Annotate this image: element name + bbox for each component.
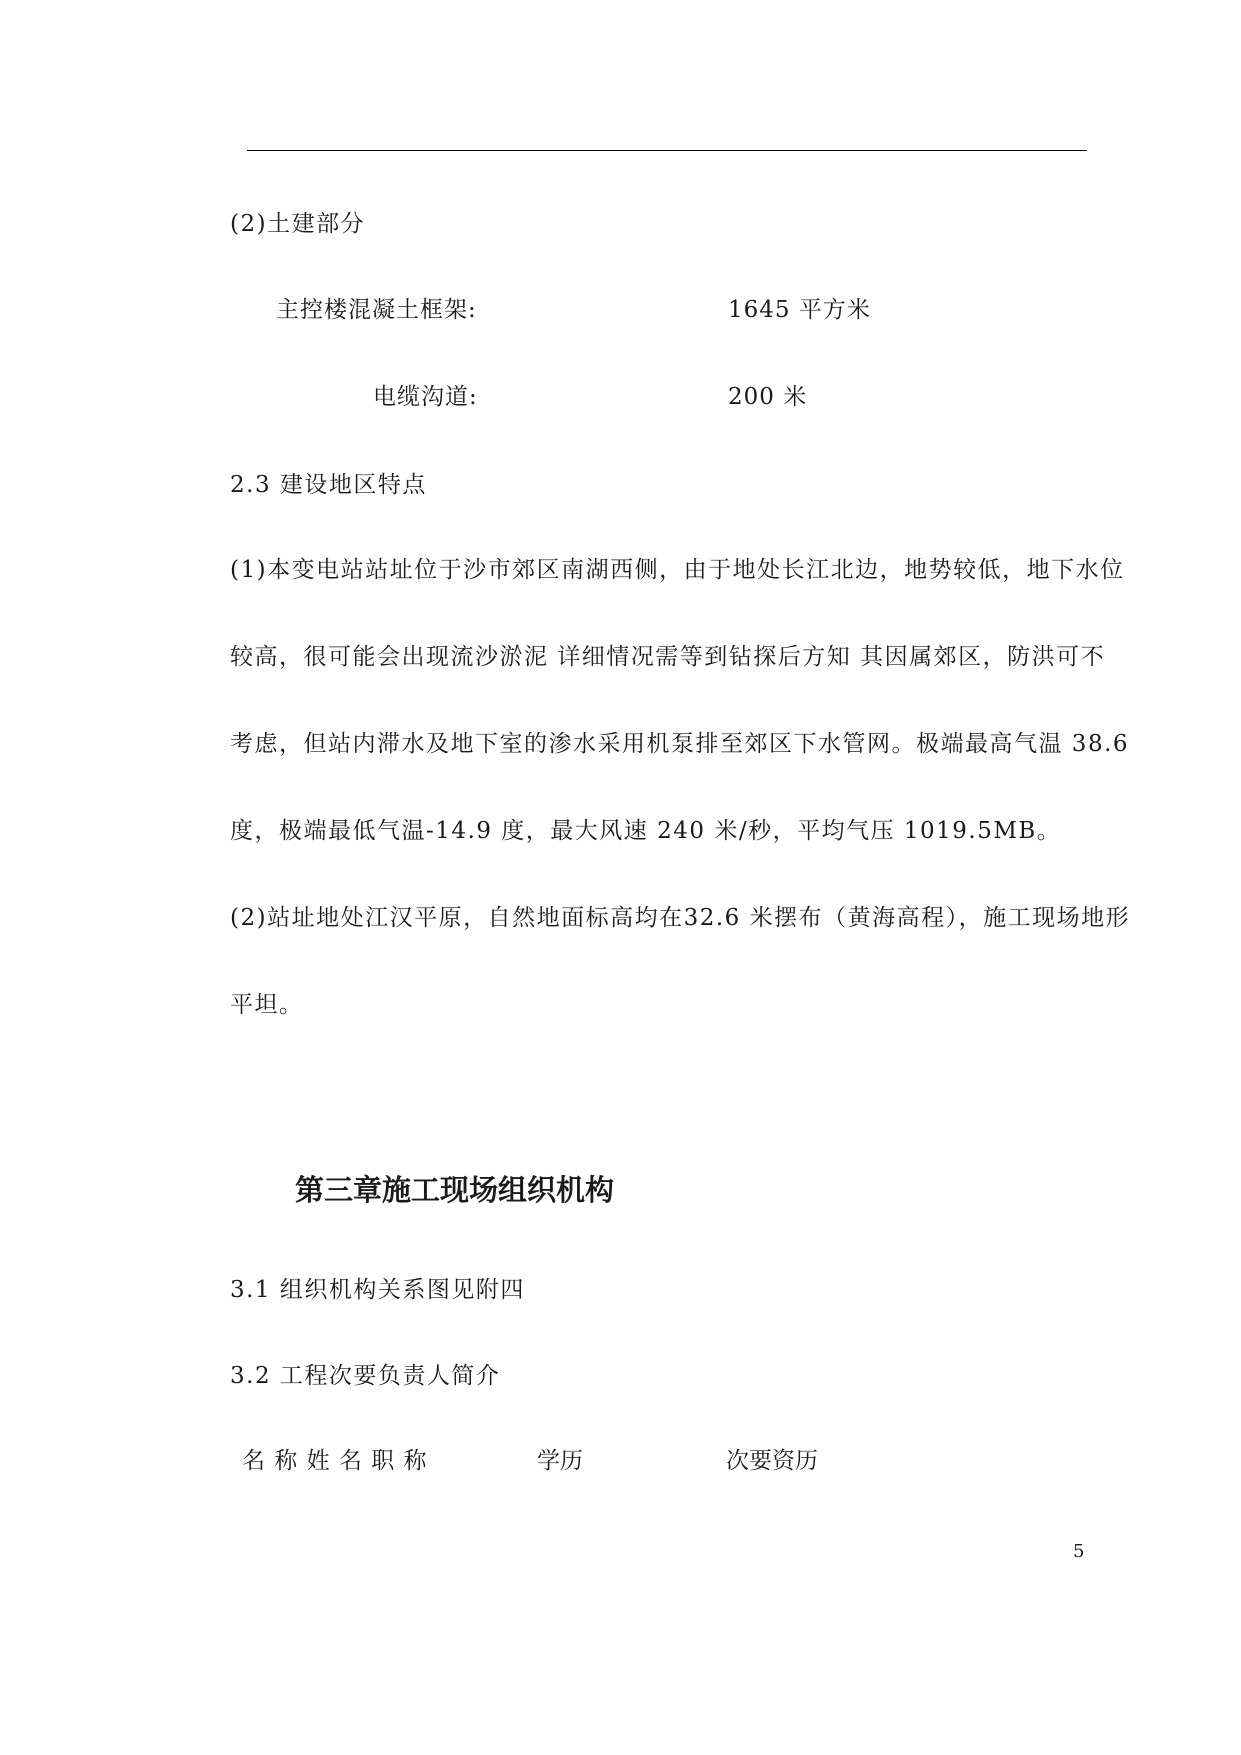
item-label-concrete-frame: 主控楼混凝土框架:: [276, 297, 477, 323]
item-value-cable-trench: 200 米: [728, 384, 808, 410]
table-header-qualifications: 次要资历: [726, 1448, 818, 1474]
table-header-name-title: 名 称 姓 名 职 称: [242, 1448, 428, 1474]
table-header-education: 学历: [537, 1448, 583, 1474]
paragraph-line: 考虑，但站内滞水及地下室的渗水采用机泵排至郊区下水管网。极端最高气温 38.6: [230, 731, 1130, 757]
paragraph-line: (2)站址地处江汉平原，自然地面标高均在32.6 米摆布（黄海高程），施工现场地形: [230, 905, 1131, 931]
paragraph-line: 较高，很可能会出现流沙淤泥 详细情况需等到钻探后方知 其因属郊区，防洪可不: [230, 644, 1106, 670]
item-label-cable-trench: 电缆沟道:: [373, 384, 478, 410]
paragraph-line: (1)本变电站站址位于沙市郊区南湖西侧，由于地处长江北边，地势较低，地下水位: [230, 557, 1125, 583]
header-rule: [247, 150, 1087, 151]
item-value-concrete-frame: 1645 平方米: [728, 297, 871, 323]
paragraph-site-conditions: [230, 555, 1130, 846]
section-heading-3-2: 3.2 工程次要负责人简介: [230, 1363, 501, 1389]
paragraph-line: 度，极端最低气温-14.9 度，最大风速 240 米/秒，平均气压 1019.5MB。: [230, 818, 1062, 844]
chapter-title: 第三章施工现场组织机构: [295, 1173, 615, 1207]
section-heading-3-1: 3.1 组织机构关系图见附四: [230, 1277, 525, 1303]
section-heading-2-3: 2.3 建设地区特点: [230, 472, 427, 498]
paragraph-terrain: [230, 903, 1131, 1020]
page-number: 5: [1073, 1541, 1085, 1562]
section-heading-civil: (2)土建部分: [230, 211, 366, 237]
paragraph-line: 平坦。: [230, 992, 304, 1018]
